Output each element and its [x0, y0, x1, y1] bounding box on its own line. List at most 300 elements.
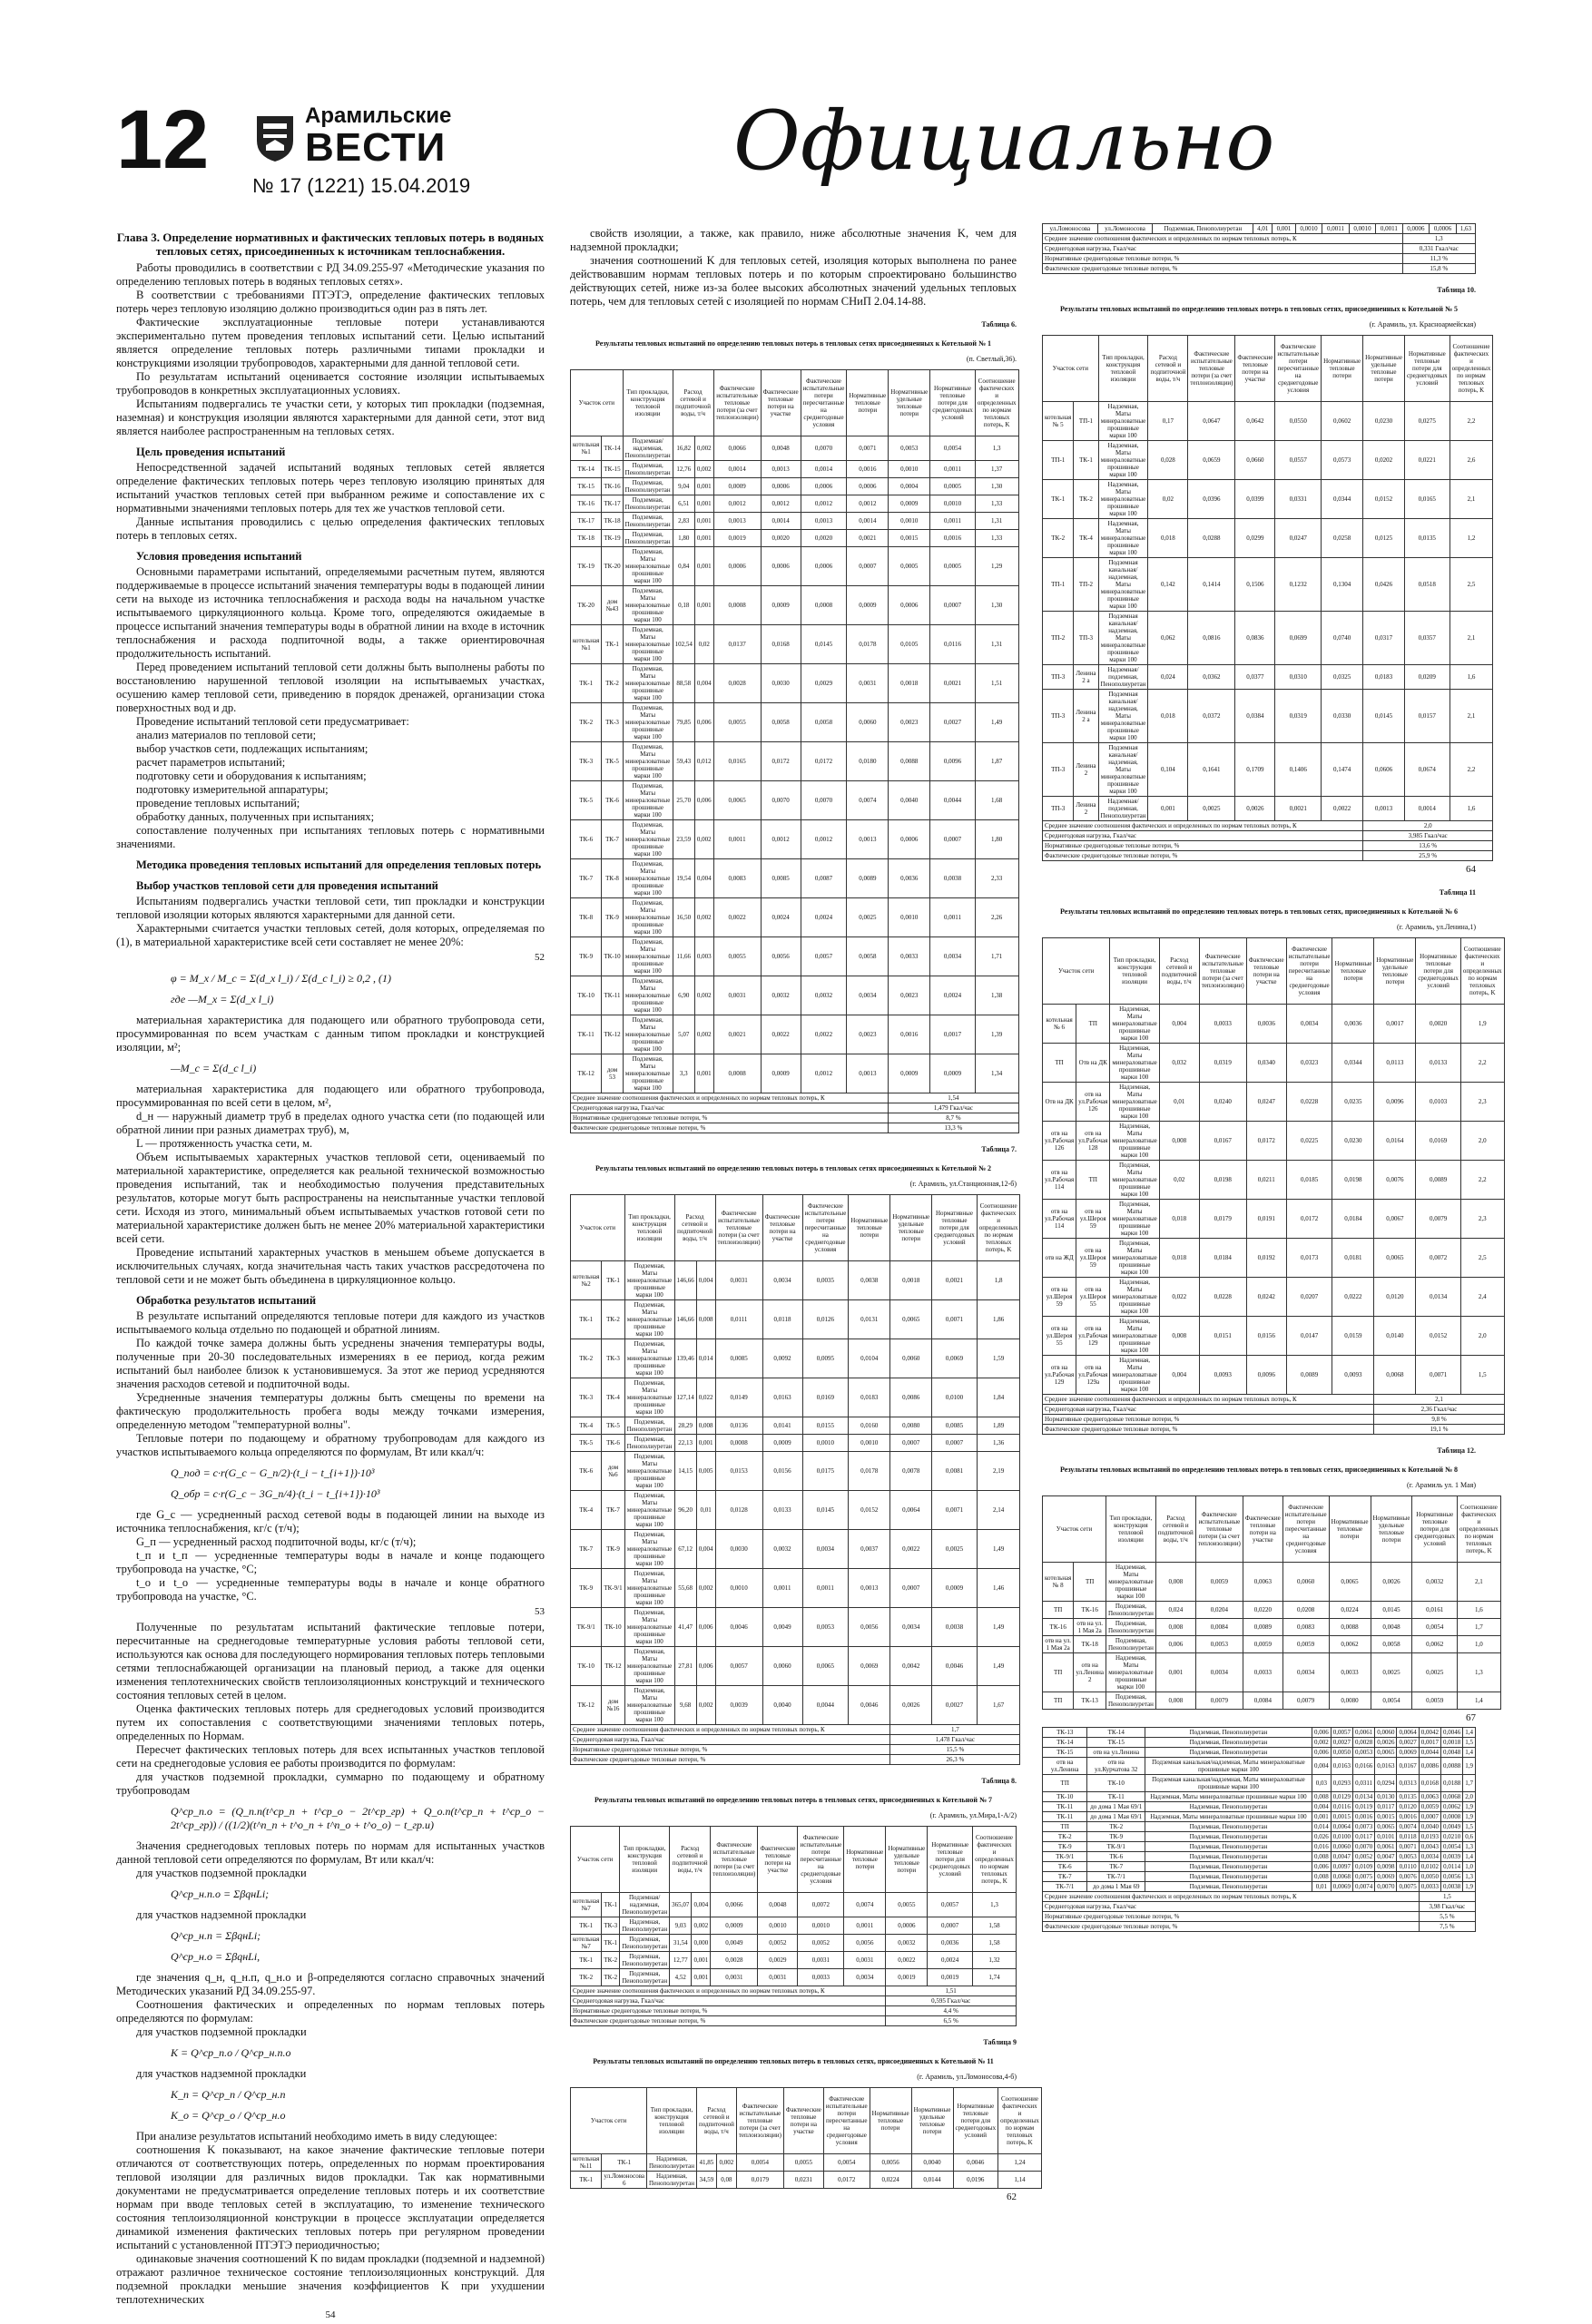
table-cell: 1,68 — [975, 781, 1018, 820]
formula: K = Q^ср_п.о / Q^ср_н.п.о — [171, 2046, 291, 2059]
table-cell: 0,0054 — [736, 2154, 783, 2172]
table-cell: 0,0034 — [1282, 1653, 1329, 1692]
table-cell: 0,0017 — [1419, 1738, 1440, 1748]
table-cell: 1,7 — [1458, 1619, 1501, 1636]
table-cell: 1,6 — [1450, 665, 1493, 690]
table-cell: 0,0088 — [889, 742, 930, 781]
table-cell: 0,0089 — [1416, 1161, 1461, 1200]
table-cell: 0,0166 — [1352, 1758, 1374, 1775]
table-cell: 1,24 — [998, 2154, 1042, 2172]
table-cell: 0,0013 — [849, 1569, 890, 1608]
table-cell: ТК-6 — [571, 820, 602, 859]
table-cell: Ленина 2 а — [1074, 665, 1098, 690]
table-cell: 0,062 — [1148, 612, 1188, 665]
table-cell: 0,02 — [1159, 1161, 1199, 1200]
table-cell: ТК-9 — [1087, 1832, 1145, 1842]
column-header: Нормативные тепловые потери — [849, 1195, 890, 1261]
table-cell: 0,08 — [716, 2172, 736, 2189]
table-cell: 0,0031 — [847, 664, 889, 703]
paragraph: для участков подземной прокладки, суммарно по подающему и обратному трубопроводам — [116, 1770, 545, 1797]
table-summary-row — [1043, 1425, 1505, 1435]
table-cell: 0,0130 — [1375, 1792, 1397, 1802]
table-cell: ТП-3 — [1043, 743, 1074, 797]
table-cell: ТК-1 — [571, 1952, 602, 1969]
table-cell: 0,002 — [692, 1917, 711, 1935]
table-cell: 0,0006 — [889, 586, 930, 625]
table-cell: 0,0228 — [1286, 1083, 1332, 1122]
table-cell: 0,0141 — [762, 1417, 802, 1435]
table-row — [1043, 1239, 1505, 1278]
table-cell: 0,0006 — [886, 1917, 928, 1935]
table-row — [1043, 1636, 1501, 1653]
summary-label: Среднегодовая нагрузка, Гкал/час — [571, 1103, 889, 1113]
table-summary-row — [1043, 841, 1493, 851]
table-cell: 12,77 — [670, 1952, 692, 1969]
table-cell: 0,0022 — [886, 1952, 928, 1969]
logo-top-text: Арамильские — [305, 103, 452, 128]
column-header: Нормативные тепловые потери — [870, 2088, 911, 2154]
table-cell: 0,018 — [1159, 1239, 1199, 1278]
table-cell: 0,0816 — [1188, 612, 1235, 665]
table-summary-row — [571, 1093, 1019, 1103]
table-cell: 0,0010 — [889, 898, 930, 937]
table-cell: ТП-2 — [1074, 558, 1098, 612]
table-cell: дом №6 — [602, 1452, 624, 1491]
list-item: сопоставление полученных при испытаниях тепловых потерь с нормативными значениями. — [116, 824, 545, 850]
table-cell: 0,0023 — [847, 1015, 889, 1054]
table-cell: Подземная, Пенополиуретан — [1106, 1619, 1155, 1636]
table-cell: ТК-11 — [571, 1015, 602, 1054]
table-cell: 0,0114 — [1440, 1862, 1462, 1872]
table-cell: 0,0070 — [801, 436, 847, 461]
table-cell: 0,0089 — [1286, 1356, 1332, 1395]
table-cell: 0,0018 — [889, 664, 930, 703]
paragraph: Перед проведением испытаний тепловой сети должны быть выполнены работы по восстановлению нарушенной тепловой изоляции на испытываемых участках, осушению камер тепловой сети, приведению в порядок дренажей, организации стока поверхностных вод и др. — [116, 661, 545, 714]
table-row — [571, 1917, 1017, 1935]
table-cell: 0,0399 — [1235, 480, 1275, 519]
table-cell: 0,0062 — [1329, 1636, 1371, 1653]
table-cell: ТП-1 — [1074, 402, 1098, 441]
table-cell: ТК-1 — [1043, 480, 1074, 519]
table-row — [571, 1491, 1020, 1530]
column-header: Тип прокладки, конструкция тепловой изоляции — [620, 1827, 670, 1893]
table-cell: 0,001 — [694, 547, 713, 586]
table-cell: 0,0031 — [758, 1969, 798, 1986]
table-cell: 0,0007 — [932, 1435, 978, 1452]
table-cell: 1,71 — [975, 937, 1018, 976]
column-header: Нормативные тепловые потери — [1329, 1496, 1371, 1563]
table-cell: 0,0018 — [1440, 1738, 1462, 1748]
table-location: (г. Арамиль, ул.Мира,1-А/2) — [929, 1811, 1017, 1819]
table-cell: 0,0067 — [1374, 1200, 1416, 1239]
table-cell: 0,02 — [694, 625, 713, 664]
table-cell: 0,0065 — [713, 781, 761, 820]
table-cell: 0,01 — [1312, 1882, 1331, 1892]
table-cell: 0,0044 — [930, 781, 976, 820]
formula: где —M_x = Σ(d_x l_i) — [171, 993, 274, 1005]
table-cell: 0,0275 — [1405, 402, 1450, 441]
table-cell: 0,0178 — [847, 625, 889, 664]
table-cell: 0,0046 — [849, 1686, 890, 1725]
table-row — [571, 436, 1019, 461]
table-cell: Подземная, Маты минераловатные прошивные марки 100 — [624, 1452, 674, 1491]
table-cell: 0,032 — [1159, 1044, 1199, 1083]
table-cell: 2,1 — [1450, 612, 1493, 665]
table-cell: Подземная, Пенополиуретан — [1145, 1748, 1312, 1758]
table-cell: 0,0061 — [1352, 1728, 1374, 1738]
table-cell: 146,66 — [674, 1300, 696, 1339]
column-header: Участок сети — [571, 370, 624, 436]
column-header: Тип прокладки, конструкция тепловой изоляции — [623, 370, 673, 436]
table-cell: 1,67 — [977, 1686, 1020, 1725]
table-cell: 0,0642 — [1235, 402, 1275, 441]
table-cell: 0,004 — [696, 1530, 715, 1569]
table-cell: 0,0055 — [713, 937, 761, 976]
table-cell: ТП-3 — [1074, 612, 1098, 665]
table-cell: 0,0647 — [1188, 402, 1235, 441]
table-cell: 2,5 — [1450, 558, 1493, 612]
table-row — [571, 478, 1019, 495]
table-cell: 0,0053 — [1195, 1636, 1243, 1653]
table-cell: 0,0198 — [1332, 1161, 1374, 1200]
table-cell: 0,0006 — [801, 547, 847, 586]
table-cell: 0,0183 — [849, 1378, 890, 1417]
table-cell: 0,0013 — [847, 1054, 889, 1093]
table-cell: 0,006 — [694, 781, 713, 820]
table-cell: 0,0083 — [1282, 1619, 1329, 1636]
table-cell: 0,0050 — [1419, 1872, 1440, 1882]
table-cell: 0,0052 — [1352, 1852, 1374, 1862]
table-cell: 0,0020 — [761, 530, 801, 547]
table-cell: 0,0024 — [801, 898, 847, 937]
table-row — [1043, 1563, 1501, 1602]
table-summary-row — [1043, 1405, 1505, 1415]
table-cell: ТК-1 — [602, 1935, 620, 1952]
summary-value: 15,8 % — [1402, 264, 1475, 274]
column-header: Нормативные тепловые потери для среднегодовых условий — [930, 370, 976, 436]
table-cell: Подземная, Пенополиуретан — [623, 495, 673, 513]
table-cell: 0,0038 — [932, 1608, 978, 1647]
paragraph: соотношения K показывают, на какое значение фактические тепловые потери отличаются от соответствующих потерь, определенных по нормам проектирования тепловой изоляции для различных видов прокладки. Так как нормативными документами не предусматривается определение тепловых потерь и их соответствие нормам при вводе тепловых сетей в эксплуатацию, то изменение технического состояния теплоизоляционной конструкции в процессе эксплуатации определяется динамикой изменения фактических тепловых потерь при регулярном проведении испытаний с установленной ПТЭТЭ периодичностью; — [116, 2143, 545, 2251]
table-cell: 0,0134 — [1352, 1792, 1374, 1802]
table-cell: 0,0026 — [1235, 797, 1275, 821]
table-cell: отв на ул.Рабочая 129а — [1076, 1356, 1110, 1395]
table-location: (г. Арамиль ул. 1 Мая) — [1406, 1481, 1476, 1489]
table-cell: 0,0044 — [1419, 1748, 1440, 1758]
table-row — [1043, 1200, 1505, 1239]
table-cell: 1,31 — [975, 625, 1018, 664]
table-cell: 0,0011 — [930, 898, 976, 937]
source-page-number: 62 — [1007, 2192, 1017, 2202]
table-cell: 1,86 — [977, 1300, 1020, 1339]
table-cell: ТК-18 — [602, 513, 623, 530]
table-caption: Результаты тепловых испытаний по определению тепловых потерь в тепловых сетях присоединенных к Котельной № 2 — [595, 1164, 992, 1172]
paragraph: Фактические эксплуатационные тепловые потери устанавливаются экспериментально путем проведения тепловых испытаний сети. Целью испытаний является определение тепловых потерь различными типами прокладки и конструкциями изоляции трубопроводов, характерными для данной тепловой сети. — [116, 316, 545, 369]
table-cell: 0,0072 — [798, 1893, 844, 1917]
table-cell: 1,87 — [975, 742, 1018, 781]
table-cell: 0,004 — [1312, 1758, 1331, 1775]
table-cell: 1,33 — [975, 495, 1018, 513]
summary-label: Среднее значение соотношения фактических и определенных по нормам тепловых потерь, К — [1043, 1395, 1374, 1405]
paragraph: где G_c — усредненный расход сетевой воды в подающей линии на выходе из источника теплоснабжения, кг/с (т/ч); — [116, 1508, 545, 1535]
table-cell: 0,0087 — [801, 859, 847, 898]
subheading: Обработка результатов испытаний — [136, 1294, 317, 1307]
table-cell: 0,0175 — [802, 1452, 849, 1491]
table-cell: 0,0372 — [1188, 690, 1235, 743]
table-cell: 0,0557 — [1275, 441, 1322, 480]
table-cell: ТК-10 — [571, 976, 602, 1015]
table-cell: ТК-9/1 — [1043, 1852, 1087, 1862]
table-row — [1043, 743, 1493, 797]
table-cell: ТП — [1076, 1161, 1110, 1200]
table-cell: Подземная, Пенополиуретан — [620, 1952, 670, 1969]
column-header: Фактические тепловые потери на участке — [1243, 1496, 1282, 1563]
table-cell: 0,0079 — [1282, 1692, 1329, 1710]
table-cell: 1,30 — [975, 586, 1018, 625]
table-cell: Подземная, Маты минераловатные прошивные марки 100 — [623, 1015, 673, 1054]
table-cell: 0,0036 — [1246, 1005, 1286, 1044]
table-cell: 0,0010 — [1295, 224, 1322, 234]
table-cell: 0,0113 — [1374, 1044, 1416, 1083]
table-cell: 0,1506 — [1235, 558, 1275, 612]
table-cell: 0,0033 — [1419, 1882, 1440, 1892]
table-cell: до дома 1 Мая 69 — [1087, 1882, 1145, 1892]
table-cell: ТК-4 — [571, 1491, 602, 1530]
table-cell: 2,5 — [1460, 1239, 1504, 1278]
table-cell: Подземная, Пенополиуретан — [620, 1935, 670, 1952]
table-cell: 0,0035 — [802, 1261, 849, 1300]
table-row — [1043, 519, 1493, 558]
table-cell: котельная №1 — [571, 436, 602, 461]
table-cell: 0,0211 — [1246, 1161, 1286, 1200]
table-cell: ТК-5 — [571, 781, 602, 820]
table-cell: 1,3 — [1463, 1872, 1476, 1882]
table-cell: 0,0029 — [758, 1952, 798, 1969]
table-cell: отв на ул.Рабочая 129 — [1043, 1356, 1076, 1395]
table-summary-row — [1043, 244, 1476, 254]
table-cell: ТК-2 — [1087, 1822, 1145, 1832]
table-cell: Надземная, Пенополиуретан — [647, 2154, 697, 2172]
formula: K_о = Q^ср_о / Q^ср_н.о — [171, 2109, 286, 2122]
table-cell: 2,0 — [1460, 1317, 1504, 1356]
table-cell: Подземная канальная/надземная, Маты минераловатные прошивные марки 100 — [1098, 743, 1148, 797]
table-cell: 1,3 — [973, 1893, 1017, 1917]
table-cell: 0,0010 — [889, 513, 930, 530]
paragraph: для участков подземной прокладки — [136, 2025, 307, 2038]
table-cell: ТК-2 — [571, 703, 602, 742]
table-cell: ТК-3 — [602, 1917, 620, 1935]
table-cell: Надземная, Маты минераловатные прошивные марки 100 — [1098, 480, 1148, 519]
table-cell: 0,0055 — [713, 703, 761, 742]
table-cell: 0,104 — [1148, 743, 1188, 797]
summary-value: 4,4 % — [886, 2006, 1017, 2016]
table-cell: 0,0053 — [1352, 1748, 1374, 1758]
table-cell: 0,0247 — [1275, 519, 1322, 558]
table-cell: Подземная, Маты минераловатные прошивные марки 100 — [1110, 1161, 1159, 1200]
table-cell: 0,0031 — [713, 976, 761, 1015]
table-cell: 0,0009 — [711, 1917, 758, 1935]
table-cell: 0,0025 — [932, 1530, 978, 1569]
table-cell: 0,0169 — [802, 1378, 849, 1417]
table-cell: 0,0084 — [1243, 1692, 1282, 1710]
table-summary-row — [1043, 1892, 1476, 1902]
table-cell: 9,68 — [674, 1686, 696, 1725]
table-cell: 1,0 — [1458, 1636, 1501, 1653]
column-header: Соотношение фактических и определенных по нормам тепловых потерь, K — [1460, 938, 1504, 1005]
summary-label: Среднее значение соотношения фактических и определенных по нормам тепловых потерь, К — [1043, 821, 1363, 831]
table-row — [1043, 402, 1493, 441]
list-item: проведение тепловых испытаний; — [136, 797, 300, 809]
table-cell: 0,0173 — [1286, 1239, 1332, 1278]
column-header: Нормативные тепловые потери — [844, 1827, 886, 1893]
table-cell: 365,07 — [670, 1893, 692, 1917]
table-cell: 1,5 — [1463, 1738, 1476, 1748]
table-row — [1043, 1044, 1505, 1083]
table-cell: 0,0022 — [801, 1015, 847, 1054]
table-cell: 0,0033 — [889, 937, 930, 976]
table-cell: ТК-6 — [1043, 1862, 1087, 1872]
table-cell: 0,0056 — [870, 2154, 911, 2172]
table-cell: ТП-2 — [1043, 612, 1074, 665]
table-cell: ТК-13 — [1043, 1728, 1087, 1738]
table-cell: 0,0036 — [928, 1935, 973, 1952]
table-cell: 0,0034 — [844, 1969, 886, 1986]
table-cell: 0,006 — [696, 1608, 715, 1647]
table-cell: 0,0054 — [930, 436, 976, 461]
table-cell: 16,82 — [673, 436, 694, 461]
table-cell: 0,0010 — [758, 1917, 798, 1935]
table-cell: Подземная, Маты минераловатные прошивные марки 100 — [623, 625, 673, 664]
table-row — [1043, 1842, 1476, 1852]
source-page-number: 53 — [535, 1606, 545, 1617]
table-cell: 0,0009 — [889, 1054, 930, 1093]
table-cell: 5,07 — [673, 1015, 694, 1054]
table-cell: 0,0064 — [1331, 1822, 1352, 1832]
table-cell: 0,0036 — [889, 859, 930, 898]
table-cell: 2,2 — [1460, 1161, 1504, 1200]
table-cell: ТК-1 — [571, 2172, 602, 2189]
table-cell: 31,54 — [670, 1935, 692, 1952]
table-cell: 0,0330 — [1322, 690, 1363, 743]
table-cell: Подземная, Маты минераловатные прошивные марки 100 — [623, 781, 673, 820]
table-cell: ТК-1 — [602, 1893, 620, 1917]
table-cell: 0,0222 — [1332, 1278, 1374, 1317]
table-cell: Подземная, Пенополиуретан — [623, 461, 673, 478]
table-cell: 0,0014 — [801, 461, 847, 478]
table-11-block — [1042, 886, 1502, 1435]
table-row — [1043, 1083, 1505, 1122]
table-cell: 0,008 — [1155, 1619, 1195, 1636]
table-cell: 0,0062 — [1412, 1636, 1458, 1653]
paragraph: t_о и t_о — усредненные температуры воды в начале и конце обратного трубопровода на участке, °С. — [116, 1576, 545, 1603]
table-cell: 0,0098 — [1375, 1862, 1397, 1872]
table-cell: 0,0145 — [1363, 690, 1405, 743]
table-cell: 0,0377 — [1235, 665, 1275, 690]
table-cell: котельная № 5 — [1043, 402, 1074, 441]
table-cell: 0,0017 — [1374, 1005, 1416, 1044]
table-cell: 0,0031 — [711, 1969, 758, 1986]
table-row — [571, 586, 1019, 625]
table-number: Таблица 10. — [1437, 286, 1476, 294]
table-cell: 0,0007 — [890, 1435, 932, 1452]
table-row — [1043, 612, 1493, 665]
table-cell: ТП-1 — [1043, 441, 1074, 480]
table-caption: Результаты тепловых испытаний по определению тепловых потерь в тепловых сетях, присоединенных к Котельной № 8 — [1059, 1466, 1459, 1474]
table-cell: 0,0602 — [1322, 402, 1363, 441]
table-cell: 0,0299 — [1235, 519, 1275, 558]
table-cell: 0,004 — [692, 1893, 711, 1917]
table-cell: 6,90 — [673, 976, 694, 1015]
table-cell: 0,0131 — [849, 1300, 890, 1339]
paragraph: материальная характеристика для подающего или обратного трубопровода, просуммированная по всей сети в целом, м², — [116, 1083, 545, 1109]
table-cell: 0,0025 — [1371, 1653, 1412, 1692]
table-row — [571, 625, 1019, 664]
newspaper-logo — [252, 103, 452, 170]
table-cell: отв на ул.Рабочая 114 — [1043, 1161, 1076, 1200]
table-row — [571, 1969, 1017, 1986]
table-location: (п. Светлый,36). — [966, 355, 1017, 363]
table-cell: 0,018 — [1148, 519, 1188, 558]
table-cell: ТК-12 — [602, 1015, 623, 1054]
table-cell: Подземная, Маты минераловатные прошивные марки 100 — [623, 703, 673, 742]
table-cell: 0,012 — [694, 742, 713, 781]
table-cell: Подземная канальная/надземная, Маты минераловатные прошивные марки 100 — [1098, 690, 1148, 743]
table-cell: 0,002 — [694, 1015, 713, 1054]
table-cell: 0,0016 — [1352, 1812, 1374, 1822]
table-cell: 0,0030 — [761, 664, 801, 703]
table-cell: 1,49 — [977, 1608, 1020, 1647]
table-cell: 0,0031 — [715, 1261, 762, 1300]
table-cell: Подземная, Пенополиуретан — [1145, 1738, 1312, 1748]
table-cell: 1,49 — [977, 1530, 1020, 1569]
summary-label: Нормативные среднегодовые тепловые потери, % — [1043, 254, 1403, 264]
table-cell: 0,0172 — [1246, 1122, 1286, 1161]
table-cell: 146,66 — [674, 1261, 696, 1300]
table-cell: 0,0055 — [886, 1893, 928, 1917]
table-cell: 0,0022 — [761, 1015, 801, 1054]
paragraph: G_п — усредненный расход подпиточной воды, кг/с (т/ч); — [136, 1535, 417, 1548]
table-cell: 0,0133 — [762, 1491, 802, 1530]
summary-value: 19,1 % — [1374, 1425, 1504, 1435]
paragraph: Оценка фактических тепловых потерь для среднегодовых условий производится путем их сопоставления с соответствующими значениями тепловых потерь, определенных по Нормам. — [116, 1702, 545, 1742]
table-cell: 0,0080 — [890, 1417, 932, 1435]
table-cell: 0,0048 — [1440, 1748, 1462, 1758]
paragraph: В результате испытаний определяются тепловые потери для каждого из участков испытываемого кольца отдельно по подающей и обратной линиям. — [116, 1309, 545, 1336]
table-cell: ТК-13 — [1074, 1692, 1106, 1710]
table-cell: 0,0196 — [953, 2172, 998, 2189]
table-row — [571, 461, 1019, 478]
column-header: Фактические испытательные потери пересчитанные на среднегодовые условия — [1286, 938, 1332, 1005]
summary-value: 1,51 — [886, 1986, 1017, 1996]
table-cell: 9,04 — [673, 478, 694, 495]
table-7 — [570, 1194, 1020, 1765]
table-cell: ТК-10 — [602, 1608, 624, 1647]
logo-main-text: ВЕСТИ — [305, 125, 447, 170]
summary-value: 1,5 — [1419, 1892, 1475, 1902]
table-row — [1043, 1758, 1476, 1775]
table-cell: 0,0066 — [713, 436, 761, 461]
table-cell: 1,5 — [1460, 1356, 1504, 1395]
table-cell: 1,63 — [1456, 224, 1475, 234]
table-cell: 0,0060 — [890, 1339, 932, 1378]
table-cell: 0,0015 — [1375, 1812, 1397, 1822]
table-row — [571, 1435, 1020, 1452]
table-row — [571, 1261, 1020, 1300]
table-cell: 25,70 — [673, 781, 694, 820]
table-summary-row — [1043, 821, 1493, 831]
table-cell: 0,0006 — [761, 547, 801, 586]
table-row — [571, 1893, 1017, 1917]
